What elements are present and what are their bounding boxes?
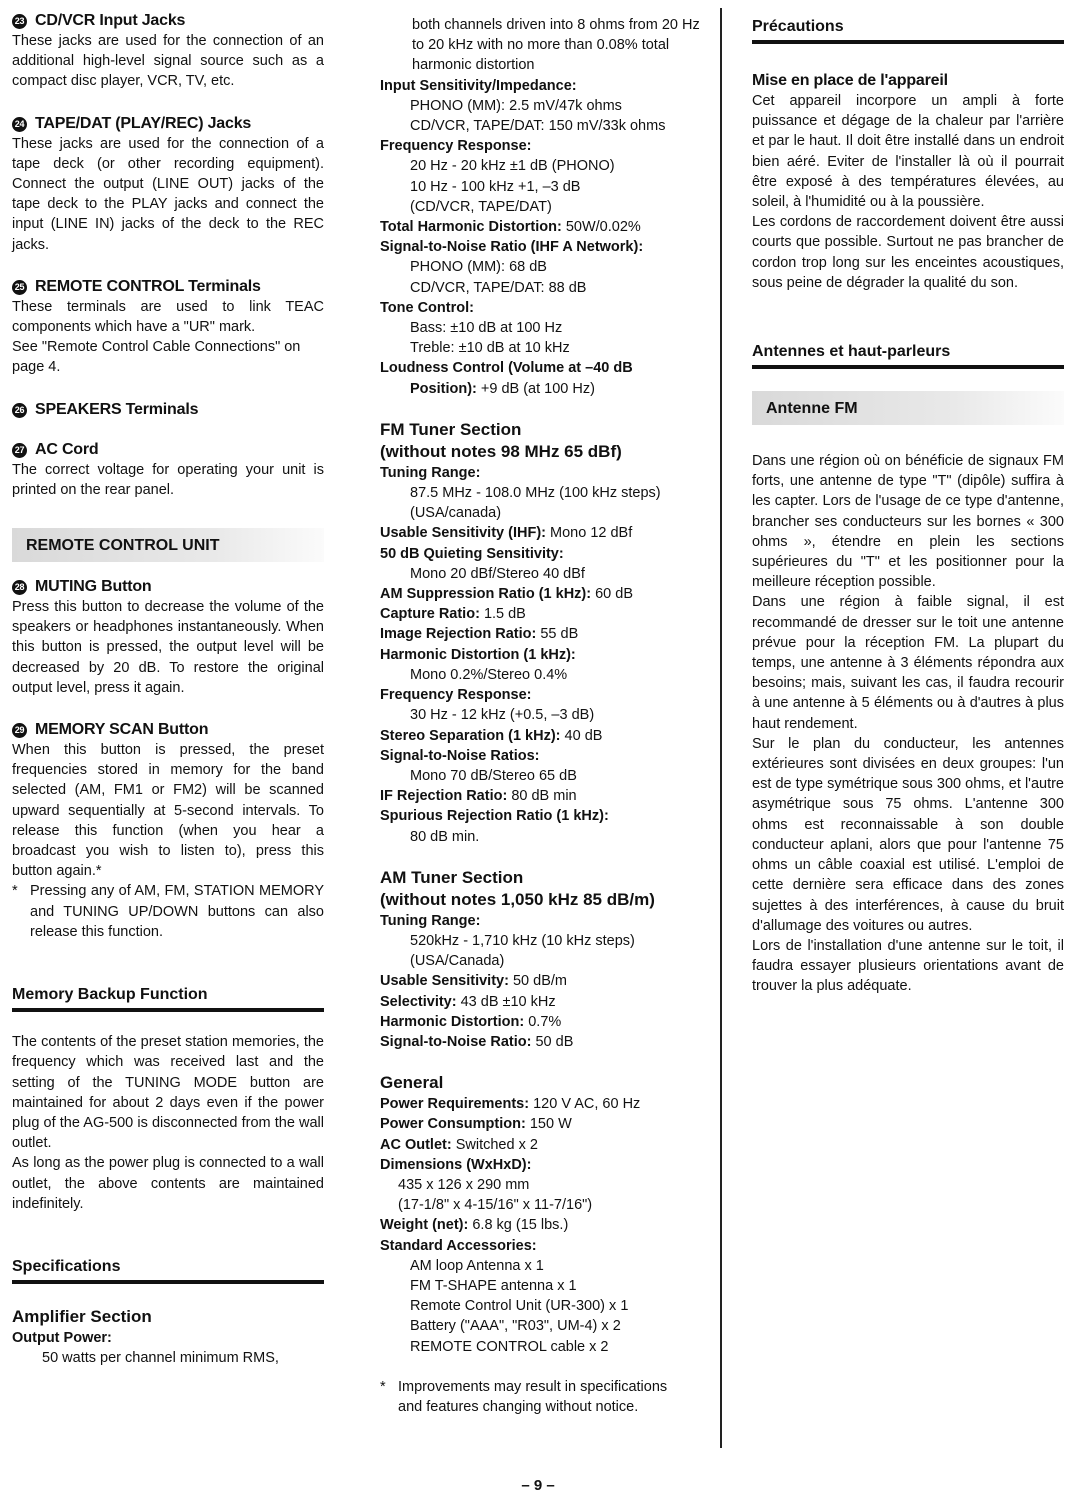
memory-backup-heading: Memory Backup Function [12,984,324,1012]
precautions-heading: Précautions [752,16,1064,44]
am-snr-label: Signal-to-Noise Ratio: [380,1033,532,1050]
am-selectivity-row [380,992,700,1012]
snr-label: Signal-to-Noise Ratio (IHF A Network): [380,239,644,256]
fm-capture-label: Capture Ratio: [380,606,480,623]
cd-vcr-body: These jacks are used for the connection of an additional high-level signal source such as a compact disc player, VCR, TV, etc. [12,33,324,90]
fm-quieting-label: 50 dB Quieting Sensitivity: [380,545,564,562]
column-right [752,16,1064,997]
muting-heading [12,576,324,597]
output-power-label: Output Power: [12,1329,112,1346]
power-req-row [380,1094,700,1114]
fm-stereo-label: Stereo Separation (1 kHz): [380,727,561,744]
fm-harmonic-label: Harmonic Distortion (1 kHz): [380,646,576,663]
ac-outlet-label: AC Outlet: [380,1136,452,1153]
am-harmonic-row [380,1012,700,1032]
number-26-badge: 26 [12,403,27,418]
tone-control-v1: Bass: ±10 dB at 100 Hz [410,320,563,337]
thd-value: 50W/0.02% [565,219,641,236]
placement-heading: Mise en place de l'appareil [752,72,948,89]
fm-capture-row [380,604,700,624]
am-harmonic-label: Harmonic Distortion: [380,1013,525,1030]
ac-cord-heading [12,439,324,460]
frequency-response-v2: 10 Hz - 100 kHz +1, –3 dB [410,178,581,195]
fm-tuner-heading: FM Tuner Section [380,419,522,439]
fm-usable-label: Usable Sensitivity (IHF): [380,525,546,542]
weight-row [380,1215,700,1235]
fm-usable-row [380,523,700,543]
memory-scan-note [12,881,324,942]
fm-image-row [380,624,700,644]
fm-am-suppression-row [380,584,700,604]
fm-stereo-value: 40 dB [564,727,603,744]
note-asterisk: * [12,883,18,900]
fm-quieting-value: Mono 20 dBf/Stereo 40 dBf [410,565,585,582]
dimensions-v1: 435 x 126 x 290 mm [398,1176,530,1193]
number-23-badge: 23 [12,14,27,29]
fm-frequency-label: Frequency Response: [380,687,532,704]
fm-frequency-value: 30 Hz - 12 kHz (+0.5, –3 dB) [410,707,595,724]
antennes-heading: Antennes et haut-parleurs [752,341,1064,369]
memory-backup-p2: As long as the power plug is connected to a wall outlet, the above contents are maintained indefinitely. [12,1155,324,1212]
fm-am-suppression-value: 60 dB [595,586,634,603]
fm-if-label: IF Rejection Ratio: [380,788,508,805]
accessory-item: AM loop Antenna x 1 [410,1257,544,1274]
snr-v1: PHONO (MM): 68 dB [410,259,547,276]
placement-p2: Les cordons de raccordement doivent être aussi courts que possible. Surtout ne pas brancher de cordon trop long sur les enceintes acoustiques, sous peine de dégrader la qualité du son. [752,214,1064,291]
tone-control-v2: Treble: ±10 dB at 10 kHz [410,340,570,357]
accessory-item: Remote Control Unit (UR-300) x 1 [410,1298,629,1315]
muting-body: Press this button to decrease the volume of the speakers or headphones instantaneously. When this button is pressed, the output level will be decreased by 20 dB. To restore the original output level, press it again. [12,599,324,696]
snr-v2: CD/VCR, TAPE/DAT: 88 dB [410,279,587,296]
am-selectivity-value: 43 dB ±10 kHz [460,993,556,1010]
column-middle [380,15,700,1417]
loudness-value: +9 dB (at 100 Hz) [480,380,595,397]
fm-spurious-value: 80 dB min. [410,828,480,845]
ac-outlet-row [380,1135,700,1155]
antenne-fm-p4: Lors de l'installation d'une antenne sur le toit, il faudra essayer plusieurs orientations avant de trouver la plus adéquate. [752,937,1064,995]
accessories-label: Standard Accessories: [380,1237,537,1254]
memory-scan-heading [12,719,324,740]
speakers-heading [12,399,324,420]
remote-terminals-body: These terminals are used to link TEAC components which have a "UR" mark. [12,298,324,336]
tone-control-label: Tone Control: [380,299,474,316]
thd-row [380,217,700,237]
input-sensitivity-v2: CD/VCR, TAPE/DAT: 150 mV/33k ohms [410,118,666,135]
am-selectivity-label: Selectivity: [380,993,457,1010]
dimensions-v2: (17-1/8" x 4-15/16" x 11-7/16") [398,1197,593,1214]
memory-backup-p1: The contents of the preset station memories, the frequency which was received last and the setting of the TUNING MODE button are maintained for about 2 days even if the power plug of the AG-500 is disconnected from the wall outlet. [12,1034,324,1152]
am-usable-value: 50 dB/m [512,973,567,990]
heading-text: REMOTE CONTROL Terminals [35,277,261,295]
am-snr-value: 50 dB [535,1033,574,1050]
output-power-value: 50 watts per channel minimum RMS, [42,1350,279,1367]
antenne-fm-p1: Dans une région où on bénéficie de signaux FM forts, une antenne de type "T" (dipôle) suffira à les capter. Lors de l'usage de ce type d'antenne, brancher ses conducteurs sur les bornes « 300 ohms », étendre en plein les sections supérieures du "T" et les positionner pour la meilleure réception possible. [752,453,1064,591]
number-29-badge: 29 [12,723,27,738]
weight-label: Weight (net): [380,1217,469,1234]
am-tuning-range-v2: (USA/Canada) [410,953,505,970]
number-28-badge: 28 [12,580,27,595]
fm-tuning-range-v1: 87.5 MHz - 108.0 MHz (100 kHz steps) [410,485,661,502]
fm-if-row [380,786,700,806]
frequency-response-label: Frequency Response: [380,138,532,155]
am-tuning-range-label: Tuning Range: [380,912,481,929]
cd-vcr-heading [12,10,324,31]
power-cons-label: Power Consumption: [380,1116,526,1133]
am-snr-row [380,1032,700,1052]
dimensions-label: Dimensions (WxHxD): [380,1156,532,1173]
power-cons-row [380,1114,700,1134]
output-power-cont: both channels driven into 8 ohms from 20 Hz to 20 kHz with no more than 0.08% total harmonic distortion [412,17,700,74]
am-tuner-heading: AM Tuner Section [380,867,524,887]
column-left [12,10,324,1368]
ac-outlet-value: Switched x 2 [455,1136,538,1153]
am-usable-label: Usable Sensitivity: [380,973,509,990]
general-heading: General [380,1073,444,1093]
accessory-item: Battery ("AAA", "R03", UM-4) x 2 [410,1318,621,1335]
fm-tuning-range-v2: (USA/canada) [410,505,502,522]
power-cons-value: 150 W [529,1116,572,1133]
fm-usable-value: Mono 12 dBf [550,525,633,542]
specifications-heading: Specifications [12,1256,324,1284]
amplifier-section-heading: Amplifier Section [12,1306,152,1326]
am-harmonic-value: 0.7% [528,1013,562,1030]
remote-control-unit-heading: REMOTE CONTROL UNIT [12,528,324,562]
fm-snr-label: Signal-to-Noise Ratios: [380,747,540,764]
loudness-label: Loudness Control (Volume at –40 dB [380,360,633,377]
accessory-item: REMOTE CONTROL cable x 2 [410,1338,609,1355]
spec-footnote [380,1377,700,1417]
loudness-label-2: Position): [410,380,477,397]
accessory-item: FM T-SHAPE antenna x 1 [410,1277,577,1294]
input-sensitivity-v1: PHONO (MM): 2.5 mV/47k ohms [410,97,622,114]
am-usable-row [380,971,700,991]
remote-terminals-heading [12,276,324,297]
heading-text: CD/VCR Input Jacks [35,12,186,29]
column-divider [720,8,722,1448]
fm-snr-value: Mono 70 dB/Stereo 65 dB [410,767,577,784]
weight-value: 6.8 kg (15 lbs.) [472,1217,569,1234]
fm-if-value: 80 dB min [511,788,577,805]
heading-text: TAPE/DAT (PLAY/REC) Jacks [35,114,252,132]
fm-capture-value: 1.5 dB [483,606,526,623]
am-tuner-subheading: (without notes 1,050 kHz 85 dB/m) [380,889,655,909]
fm-harmonic-value: Mono 0.2%/Stereo 0.4% [410,666,568,683]
number-24-badge: 24 [12,117,27,132]
number-27-badge: 27 [12,443,27,458]
footnote-text: Improvements may result in specifications and features changing without notice. [398,1378,668,1415]
loudness-row [380,379,700,399]
remote-terminals-body-2: See "Remote Control Cable Connections" on page 4. [12,339,301,376]
memory-scan-body: When this button is pressed, the preset frequencies stored in memory for the band selected (AM, FM1 or FM2) will be scanned upward sequentially at 5-second intervals. To release this function (when you hear a broadcast you wish to listen to), press this button again.* [12,742,324,880]
footnote-asterisk: * [380,1378,386,1395]
frequency-response-v3: (CD/VCR, TAPE/DAT) [410,198,552,215]
page-number: – 9 – [521,1477,555,1494]
power-req-value: 120 V AC, 60 Hz [533,1096,641,1113]
heading-text: MUTING Button [35,578,152,596]
fm-image-label: Image Rejection Ratio: [380,626,537,643]
fm-stereo-row [380,726,700,746]
am-tuning-range-v1: 520kHz - 1,710 kHz (10 kHz steps) [410,932,635,949]
tape-dat-body: These jacks are used for the connection of a tape deck (or other recording equipment). Connect the output (LINE OUT) jacks of the tape deck to the PLAY jacks and connect the input (LINE IN) jacks of the deck to the REC jacks. [12,135,324,253]
heading-text: MEMORY SCAN Button [35,721,209,739]
antenne-fm-heading: Antenne FM [752,391,1064,425]
thd-label: Total Harmonic Distortion: [380,219,562,236]
fm-spurious-label: Spurious Rejection Ratio (1 kHz): [380,808,609,825]
fm-image-value: 55 dB [540,626,579,643]
frequency-response-v1: 20 Hz - 20 kHz ±1 dB (PHONO) [410,158,615,175]
note-text: Pressing any of AM, FM, STATION MEMORY and TUNING UP/DOWN buttons can also release this function. [30,883,324,940]
input-sensitivity-label: Input Sensitivity/Impedance: [380,77,577,94]
power-req-label: Power Requirements: [380,1096,530,1113]
heading-text: AC Cord [35,440,99,458]
fm-tuning-range-label: Tuning Range: [380,464,481,481]
placement-p1: Cet appareil incorpore un ampli à forte puissance et dégage de la chaleur par l'arrière et par le haut. Il doit être installé dans un endroit bien aéré. Eviter de l'installer là où il pourrait être exposé à des températures élevées, au soleil, à l'humidité ou à la poussière. [752,93,1064,211]
fm-tuner-subheading: (without notes 98 MHz 65 dBf) [380,441,622,461]
number-25-badge: 25 [12,280,27,295]
antenne-fm-p2: Dans une région à faible signal, il est recommandé de dresser sur le toit une antenne prévue pour la réception FM. La plupart du temps, une antenne à 3 éléments répondra aux besoins; mais, suivant les cas, il faudra recourir à une antenne à 5 éléments ou à d'autres à plus haut rendement. [752,594,1064,732]
tape-dat-heading [12,113,324,134]
heading-text: SPEAKERS Terminals [35,400,199,418]
antenne-fm-p3: Sur le plan du conducteur, les antennes extérieures sont divisées en deux groupes: l'un est de type symétrique sous 300 ohms, et l'autre asymétrique sous 75 ohms. L'antenne 300 ohms est reconnaissable à son double conducteur aplani, alors que pour l'antenne 75 ohms un câble coaxial est utilisé. L'emploi de cette dernière sera efficace dans des zones sujettes à des interférences, à cause du bruit d'allumage des voitures ou autres. [752,735,1064,934]
ac-cord-body: The correct voltage for operating your unit is printed on the rear panel. [12,461,324,498]
fm-am-suppression-label: AM Suppression Ratio (1 kHz): [380,586,592,603]
